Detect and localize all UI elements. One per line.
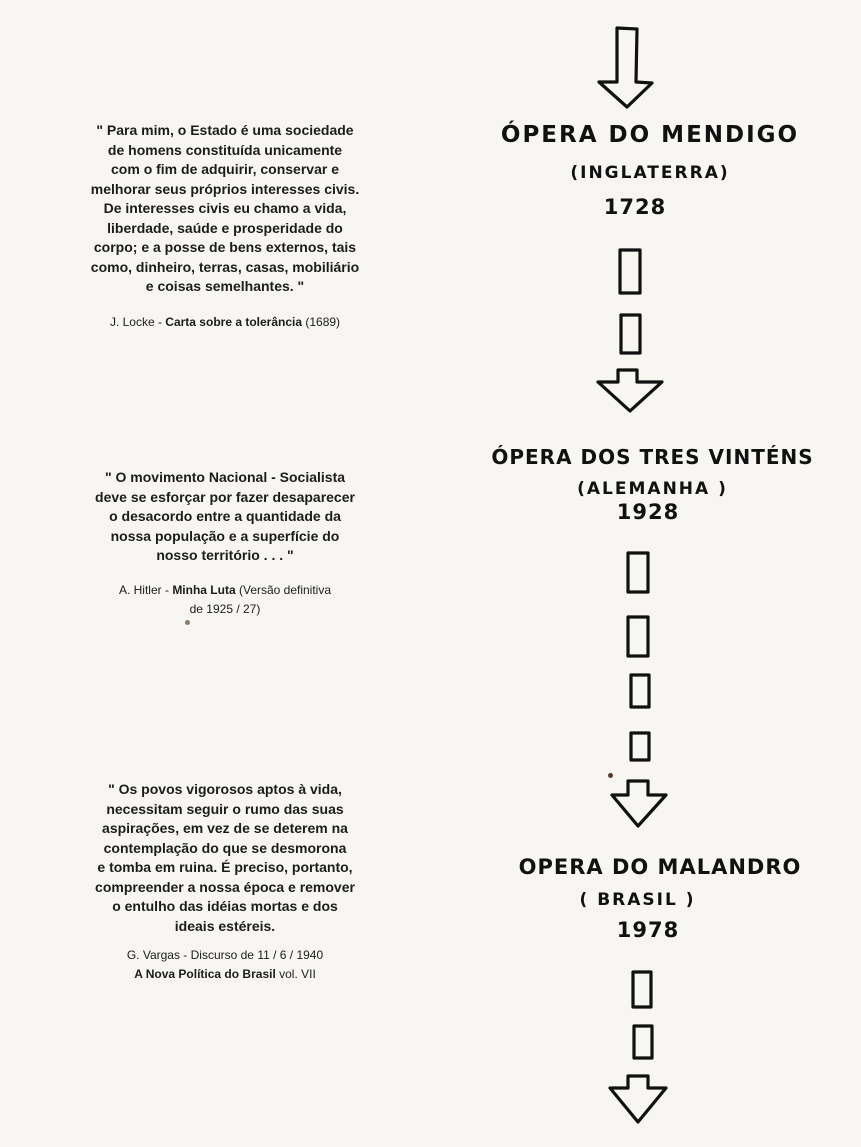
opera-country-tres-vintens: (ALEMANHA ) (577, 479, 728, 499)
box-icon (631, 675, 649, 707)
box-icon (628, 617, 648, 656)
box-icon (620, 250, 640, 293)
opera-year-tres-vintens: 1928 (616, 500, 680, 524)
source-detail: (Versão definitiva (235, 583, 332, 597)
opera-country-mendigo: (INGLATERRA) (570, 163, 730, 183)
source-detail-2: de 1925 / 27) (189, 602, 261, 616)
source-work: Carta sobre a tolerância (165, 315, 303, 329)
arrow-down-icon (612, 781, 666, 826)
source-author: A. Hitler - (118, 583, 173, 597)
source-locke (80, 313, 370, 332)
arrow-down-icon (599, 28, 652, 107)
opera-country-malandro: ( BRASIL ) (579, 890, 696, 910)
source-detail: vol. VII (275, 967, 316, 981)
box-icon (621, 315, 640, 353)
source-work: A Nova Política do Brasil (134, 967, 276, 981)
source-detail: (1689) (302, 315, 341, 329)
quote-hitler: " O movimento Nacional - Socialista deve se esforçar por fazer desaparecer o desacordo entre a quantidade da nossa população e a superfície do nosso território . . . " (95, 469, 355, 563)
quote-locke: " Para mim, o Estado é uma sociedade de homens constituída unicamente com o fim de adquirir, conservar e melhorar seus próprios interesses civis. De interesses civis eu chamo a vida, liberdade, saúde e prosperidade do corpo; e a posse de bens externos, tais como, dinheiro, terras, casas, mobiliário e coisas semelhantes. " (90, 122, 360, 294)
source-hitler (80, 581, 370, 619)
opera-title-tres-vintens: ÓPERA DOS TRES VINTÉNS (491, 445, 814, 469)
opera-year-malandro: 1978 (616, 918, 680, 942)
opera-year-mendigo: 1728 (603, 195, 667, 219)
source-author: G. Vargas - Discurso de 11 / 6 / 1940 (126, 948, 324, 962)
paper-speck (185, 620, 190, 625)
box-icon (633, 972, 651, 1007)
arrow-down-icon (610, 1076, 666, 1122)
box-icon (631, 733, 649, 760)
opera-title-mendigo: ÓPERA DO MENDIGO (500, 122, 800, 148)
box-icon (628, 553, 648, 592)
opera-title-malandro: OPERA DO MALANDRO (518, 855, 802, 879)
source-work: Minha Luta (172, 583, 236, 597)
paper-speck (608, 773, 613, 778)
source-author: J. Locke - (109, 315, 166, 329)
quote-vargas: " Os povos vigorosos aptos à vida, necessitam seguir o rumo das suas aspirações, em vez de se deterem na contemplação do que se desmorona e tomba em ruina. É preciso, portanto, compreender a nossa época e remover o entulho das idéias mortas e dos ideais estéreis. (95, 781, 355, 934)
source-vargas (80, 946, 370, 984)
arrow-down-icon (598, 370, 662, 411)
box-icon (634, 1026, 652, 1058)
